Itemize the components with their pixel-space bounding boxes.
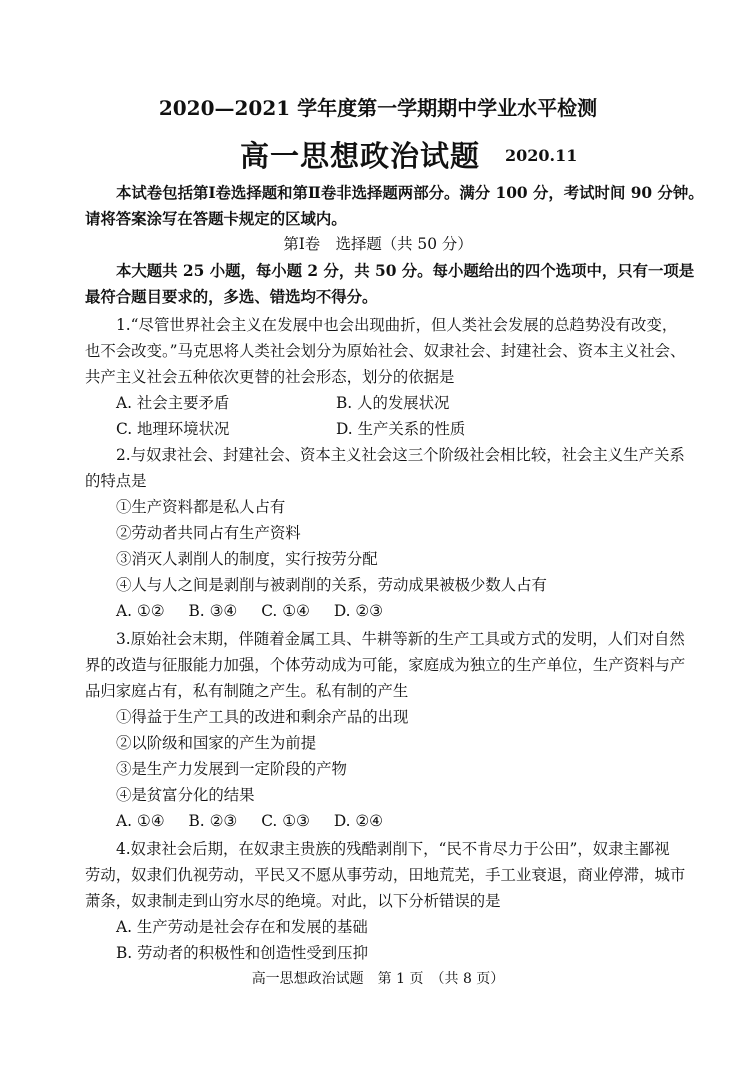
q4-option-b: B. 劳动者的积极性和创造性受到压抑: [116, 944, 368, 962]
q3-option-b: B. ②③: [188, 812, 238, 830]
exam-supertitle: 2020—2021 学年度第一学期期中学业水平检测: [158, 96, 598, 120]
section-title: 第Ⅰ卷 选择题（共 50 分）: [283, 235, 473, 253]
instructions-line-2: 请将答案涂写在答题卡规定的区域内。: [85, 210, 347, 228]
q1-stem-line-3: 共产主义社会五种依次更替的社会形态，划分的依据是: [85, 368, 455, 386]
q2-option-d: D. ②③: [333, 602, 383, 620]
q3-option-d: D. ②④: [333, 812, 383, 830]
q2-option-c: C. ①④: [261, 602, 310, 620]
q3-statement-3: ③是生产力发展到一定阶段的产物: [116, 760, 347, 778]
q2-statement-3: ③消灭人剥削人的制度，实行按劳分配: [116, 550, 378, 568]
q3-option-c: C. ①③: [261, 812, 310, 830]
q2-statement-2: ②劳动者共同占有生产资料: [116, 524, 301, 542]
q2-option-b: B. ③④: [188, 602, 238, 620]
q2-statement-4: ④人与人之间是剥削与被剥削的关系，劳动成果被极少数人占有: [116, 576, 547, 594]
q3-option-a: A. ①④: [116, 812, 165, 830]
exam-title: 高一思想政治试题: [240, 139, 481, 173]
q2-option-a: A. ①②: [116, 602, 165, 620]
q4-stem-line-2: 劳动，奴隶们仇视劳动，平民又不愿从事劳动，田地荒芜，手工业衰退，商业停滞，城市: [85, 866, 686, 884]
q1-option-b: B. 人的发展状况: [336, 394, 450, 412]
q4-stem-line-3: 萧条，奴隶制走到山穷水尽的绝境。对此，以下分析错误的是: [85, 892, 501, 910]
q1-stem-line-1: 1.“尽管世界社会主义在发展中也会出现曲折，但人类社会发展的总趋势没有改变，: [116, 316, 678, 334]
q3-statement-1: ①得益于生产工具的改进和剩余产品的出现: [116, 708, 409, 726]
q2-stem-line-1: 2.与奴隶社会、封建社会、资本主义社会这三个阶级社会相比较，社会主义生产关系: [116, 446, 685, 464]
q1-option-d: D. 生产关系的性质: [336, 420, 466, 438]
q1-option-a: A. 社会主要矛盾: [116, 394, 230, 412]
q4-stem-line-1: 4.奴隶社会后期，在奴隶主贵族的残酷剥削下，“民不肯尽力于公田”，奴隶主鄙视: [116, 840, 670, 858]
q3-stem-line-1: 3.原始社会末期，伴随着金属工具、牛耕等新的生产工具或方式的发明，人们对自然: [116, 630, 685, 648]
q3-statement-2: ②以阶级和国家的产生为前提: [116, 734, 317, 752]
q3-stem-line-2: 界的改造与征服能力加强，个体劳动成为可能，家庭成为独立的生产单位，生产资料与产: [85, 656, 686, 674]
q2-options: [116, 600, 407, 622]
instructions-line-1: 本试卷包括第Ⅰ卷选择题和第Ⅱ卷非选择题两部分。满分 100 分，考试时间 90 分钟。: [116, 184, 704, 202]
exam-date: 2020.11: [505, 146, 578, 165]
section-desc-line-1: 本大题共 25 小题，每小题 2 分，共 50 分。每小题给出的四个选项中，只有一项是: [116, 262, 695, 280]
q3-options: [116, 810, 407, 832]
q1-option-c: C. 地理环境状况: [116, 420, 230, 438]
q2-statement-1: ①生产资料都是私人占有: [116, 498, 286, 516]
section-desc-line-2: 最符合题目要求的，多选、错选均不得分。: [85, 288, 378, 306]
q2-stem-line-2: 的特点是: [85, 472, 147, 490]
q3-stem-line-3: 品归家庭占有，私有制随之产生。私有制的产生: [85, 682, 409, 700]
page-footer: 高一思想政治试题 第 1 页 （共 8 页）: [251, 971, 505, 987]
q3-statement-4: ④是贫富分化的结果: [116, 786, 255, 804]
q1-stem-line-2: 也不会改变。”马克思将人类社会划分为原始社会、奴隶社会、封建社会、资本主义社会、: [85, 342, 686, 360]
q4-option-a: A. 生产劳动是社会存在和发展的基础: [116, 918, 368, 936]
